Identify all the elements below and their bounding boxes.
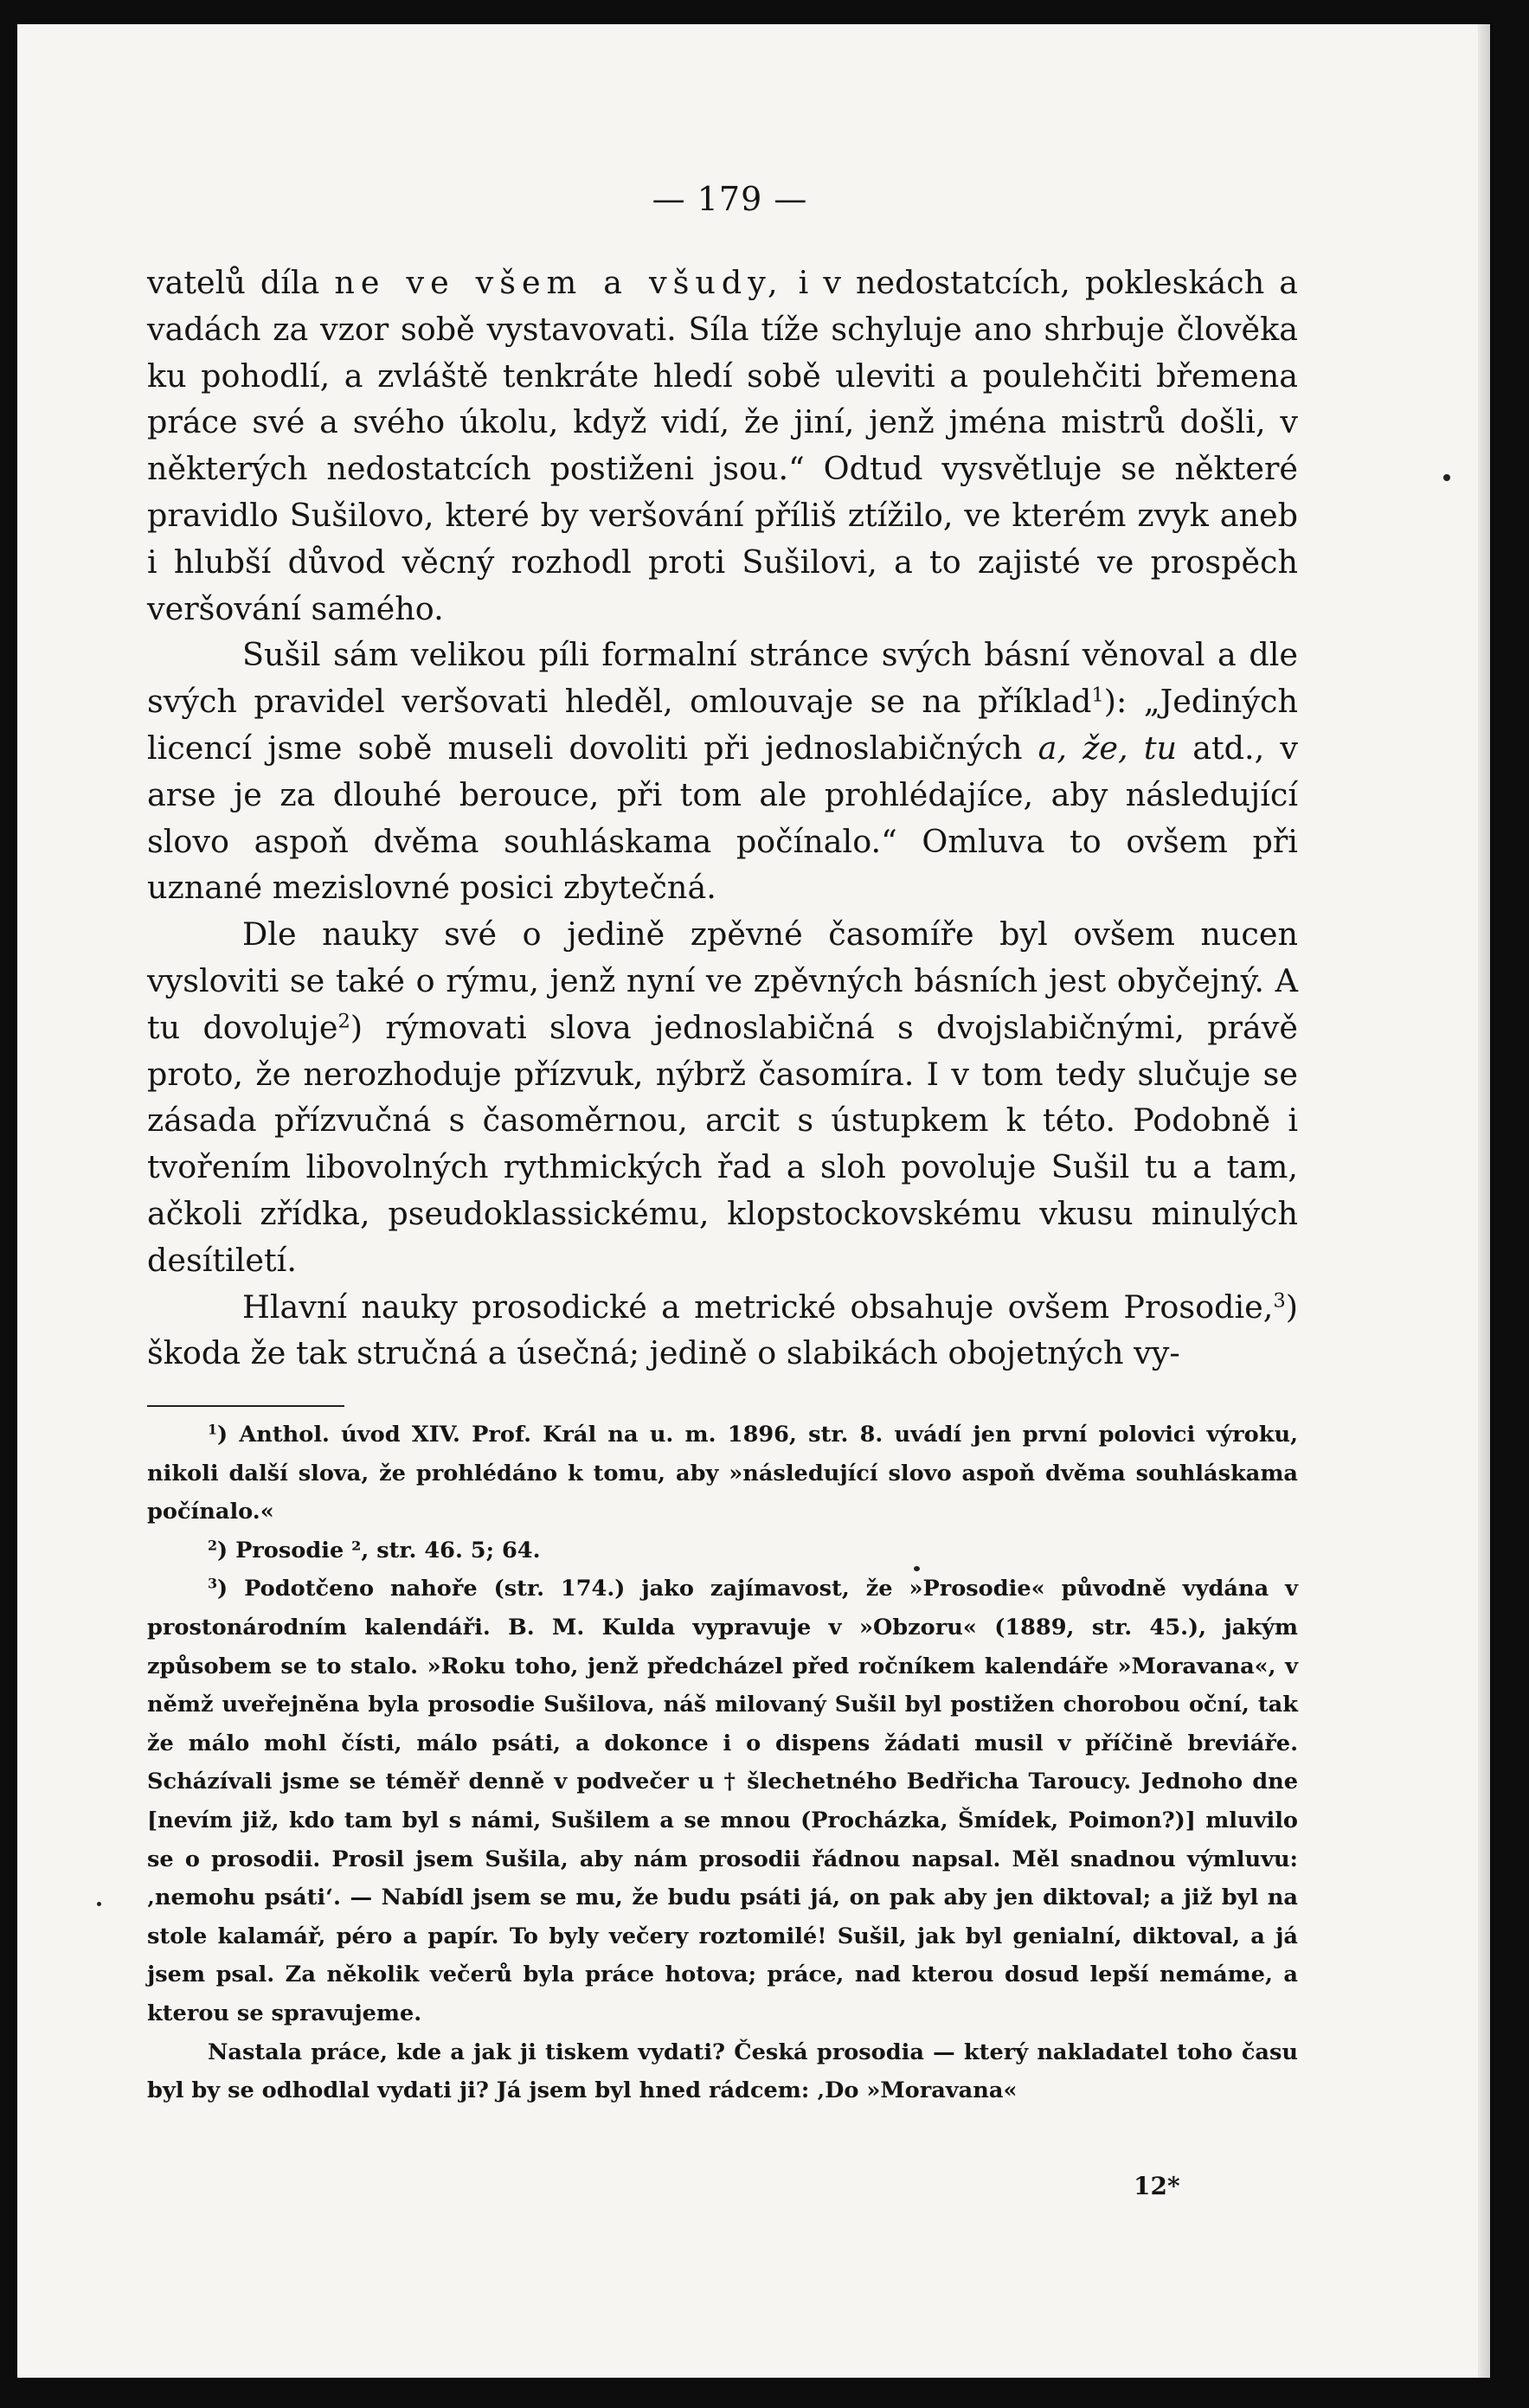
page-edge bbox=[1478, 24, 1490, 2378]
footnote-number: 3 bbox=[208, 1575, 218, 1592]
footnote-divider bbox=[147, 1405, 344, 1407]
ink-speck bbox=[914, 1566, 920, 1571]
page-number: — 179 — bbox=[652, 180, 808, 218]
paragraph: Hlavní nauky prosodické a metrické obsahuje ovšem Prosodie,$^3$) škoda že tak stručná a úsečná; jedině o slabikách obojetných vy- bbox=[147, 1287, 1298, 1372]
italic-words: a, že, tu bbox=[1038, 729, 1178, 767]
footnote-continuation: Nastala práce, kde a jak ji tiskem vydati? Česká prosodia — který nakladatel toho času byl by se odhodlal vydati ji? Já jsem byl hned rádcem: ‚Do »Moravana« bbox=[147, 2039, 1298, 2104]
footnote-ref: 3 bbox=[1273, 1289, 1286, 1313]
footnote-number: 1 bbox=[208, 1421, 218, 1438]
paragraph: Dle nauky své o jedině zpěvné časomíře byl ovšem nucen vysloviti se také o rýmu, jenž nyní ve zpěvných básních jest obyčejný. A tu dovoluje$^2$) rýmovati slova jednoslabičná s dvojslabičnými, právě proto, že nerozhoduje přízvuk, nýbrž časomíra. I v tom tedy slučuje se zásada přízvučná s časoměrnou, arcit s ústupkem k této. Podobně i tvořením libovolných rythmických řad a sloh povoluje Sušil tu a tam, ačkoli zřídka, pseudoklassickému, klopstockovskému vkusu minulých desítiletí. bbox=[147, 915, 1299, 1279]
emphasis-spaced: ne ve všem a všudy, bbox=[334, 264, 784, 301]
footnote: $^2$) Prosodie ², str. 46. 5; 64. bbox=[208, 1537, 541, 1564]
footnote: $^1$) Anthol. úvod XIV. Prof. Král na u. m. 1896, str. 8. uvádí jen první polovici výroku, nikoli další slova, že prohlédáno k tomu, aby »následující slovo aspoň dvěma souhláskama počínalo.« bbox=[147, 1421, 1298, 1525]
footnote-number: 2 bbox=[208, 1537, 218, 1554]
paragraph: Sušil sám velikou píli formalní stránce svých básní věnoval a dle svých pravidel veršovati hleděl, omlouvaje se na příklad$^1$): „Jediných licencí jsme sobě museli dovoliti při jednoslabičných a, že, tu atd., v arse je za dlouhé berouce, při tom ale prohlédajíce, aby následující slovo aspoň dvěma souhláskama počínalo.“ Omluva to ovšem při uznané mezislovné posici zbytečná. bbox=[147, 636, 1299, 907]
footnote-ref: 2 bbox=[337, 1010, 350, 1033]
signature-mark: 12* bbox=[1134, 2172, 1180, 2200]
ink-speck bbox=[1443, 474, 1450, 481]
footnote: $^3$) Podotčeno nahoře (str. 174.) jako zajímavost, že »Prosodie« původně vydána v prostonárodním kalendáři. B. M. Kulda vypravuje v »Obzoru« (1889, str. 45.), jakým způsobem se to stalo. »Roku toho, jenž předcházel před ročníkem kalendáře »Moravana«, v němž uveřejněna byla prosodie Sušilova, náš milovaný Sušil byl postižen chorobou oční, tak že málo mohl čísti, málo psáti, a dokonce i o dispens žádati musil v příčině breviáře. Scházívali jsme se téměř denně v podvečer u † šlechetného Bedřicha Taroucy. Jednoho dne [nevím již, kdo tam byl s námi, Sušilem a se mnou (Procházka, Šmídek, Poimon?)] mluvilo se o prosodii. Prosil jsem Sušila, aby nám prosodii řádnou napsal. Měl snadnou výmluvu: ‚nemohu psáti‘. — Nabídl jsem se mu, že budu psáti já, on pak aby jen diktoval; a již byl na stole kalamář, péro a papír. To byly večery roztomilé! Sušil, jak byl genialní, diktoval, a já jsem psal. Za několik večerů byla práce hotova; práce, nad kterou dosud lepší nemáme, a kterou se spravujeme. bbox=[147, 1575, 1298, 2026]
paragraph: vatelů díla ne ve všem a všudy, i v nedostatcích, pokleskách a vadách za vzor sobě vystavovati. Síla tíže schyluje ano shrbuje člověka ku pohodlí, a zvláště tenkráte hledí sobě uleviti a poulehčiti břemena práce své a svého úkolu, když vidí, že jiní, jenž jména mistrů došli, v některých nedostatcích postiženi jsou.“ Odtud vysvětluje se některé pravidlo Sušilovo, které by veršování příliš ztížilo, ve kterém zvyk aneb i hlubší důvod věcný rozhodl proti Sušilovi, a to zajisté ve prospěch veršování samého. bbox=[147, 264, 1298, 627]
footnote-ref: 1 bbox=[1091, 684, 1104, 707]
ink-speck bbox=[97, 1902, 101, 1906]
main-text bbox=[147, 260, 1298, 1377]
footnotes bbox=[147, 1416, 1298, 2110]
